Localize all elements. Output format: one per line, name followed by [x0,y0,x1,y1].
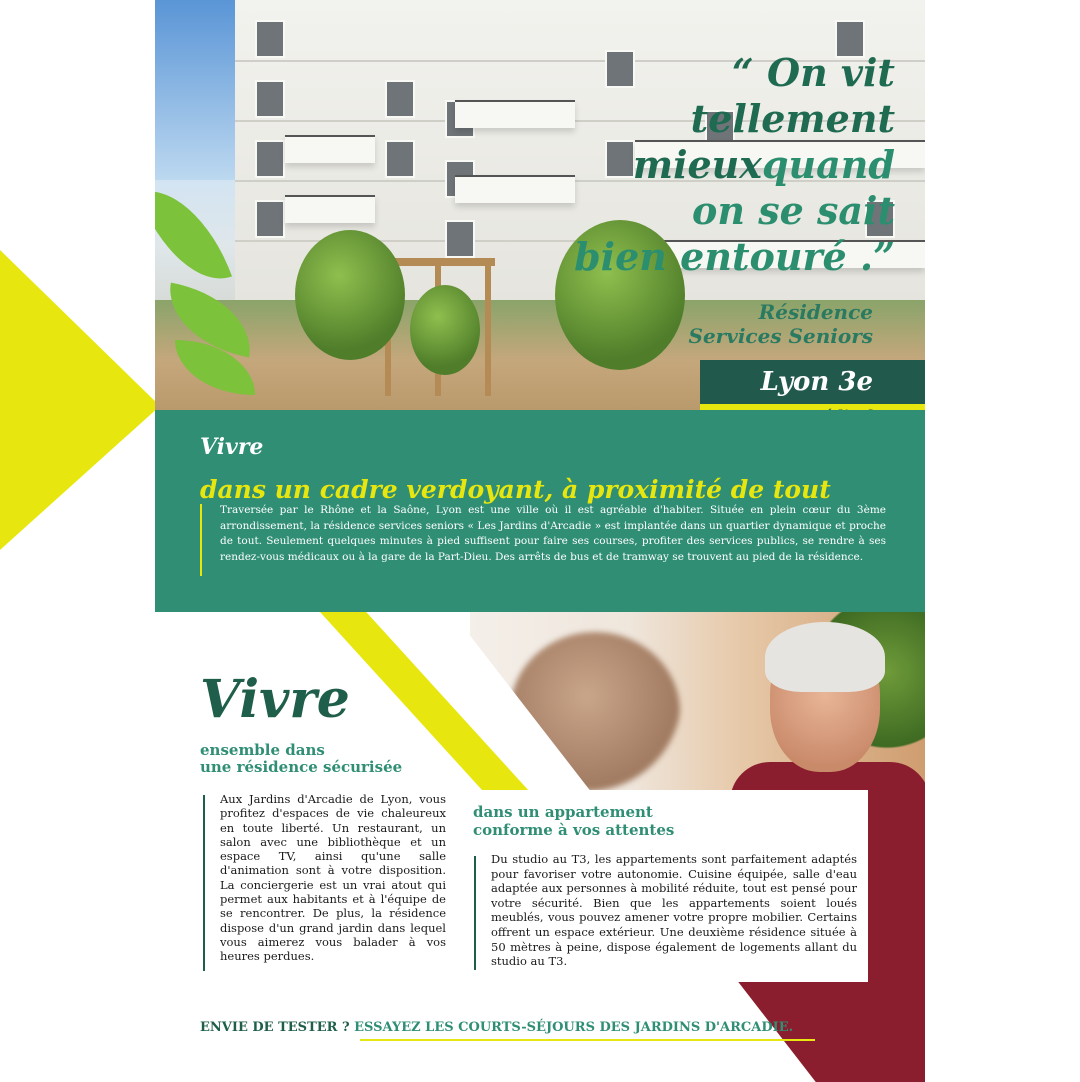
column-2-title-line-2: conforme à vos attentes [473,821,675,839]
quote-word-mieux: mieux [632,142,762,187]
residence-line-2: Services Seniors [688,324,873,348]
section-subtitle-line-2: une résidence sécurisée [200,758,403,776]
column-1-accent-bar [203,795,205,971]
residence-type [689,300,874,348]
quote-word-quand: quand [761,142,895,187]
column-2-accent-bar [474,856,476,970]
yellow-triangle-decoration [0,250,160,550]
quote-line-4: bien entouré .” [574,234,895,279]
section-subtitle [200,742,402,776]
residence-line-1: Résidence [758,300,873,324]
column-2-title-line-1: dans un appartement [473,803,653,821]
man-hair [765,622,885,692]
quote-line-2 [555,142,895,188]
column-2-title [473,803,674,839]
residence-photo [155,0,925,410]
quote-line-1: “ On vit tellement [690,50,895,141]
cta-question: ENVIE DE TESTER ? [200,1020,355,1035]
hero-quote [555,50,895,280]
section-subtitle-line-1: ensemble dans [200,741,325,759]
blurred-person [510,632,680,792]
cta-link[interactable]: ESSAYEZ LES COURTS-SÉJOURS DES JARDINS D'ARCADIE. [354,1020,794,1035]
band-accent-bar [200,504,202,576]
column-1-paragraph: Aux Jardins d'Arcadie de Lyon, vous profitez d'espaces de vie chaleureux en toute liberté. Un restaurant, un salon avec une bibliothèque et un espace TV, ainsi qu'une salle d'animation sont à votre disposition. La conciergerie est un vrai atout qui permet aux habitants et à l'équipe de se rencontrer. De plus, la résidence dispose d'un grand jardin dans lequel vous aimerez vous balader à vos heures perdues. [220,792,446,964]
band-paragraph: Traversée par le Rhône et la Saône, Lyon est une ville où il est agréable d'habiter. Située en plein cœur du 3ème arrondissement, la résidence services seniors « Les Jardins d'Arcadie » est implantée dans un quartier dynamique et proche de tout. Seulement quelques minutes à pied suffisent pour faire ses courses, profiter des services publics, se rendre à ses rendez-vous médicaux ou à la gare de la Part-Dieu. Des arrêts de bus et de tramway se trouvent au pied de la résidence. [220,504,886,563]
quote-line-3: on se sait [691,188,895,233]
column-2-paragraph: Du studio au T3, les appartements sont parfaitement adaptés pour favoriser votre autonomie. Cuisine équipée, salle d'eau adaptée aux personnes à mobilité réduite, tout est pensé pour votre sécurité. Bien que les appartements soient loués meublés, vous pouvez amener votre propre mobilier. Certains offrent un espace extérieur. Une deuxième résidence située à 50 mètres à peine, dispose également de logements allant du studio au T3. [491,852,857,969]
band-title: Vivre [200,434,264,460]
cta-underline [360,1039,815,1041]
band-subtitle: dans un cadre verdoyant, à proximité de tout [200,475,831,504]
section-title: Vivre [200,669,350,730]
city-label: Lyon 3e [700,360,925,404]
call-to-action [200,1020,793,1035]
